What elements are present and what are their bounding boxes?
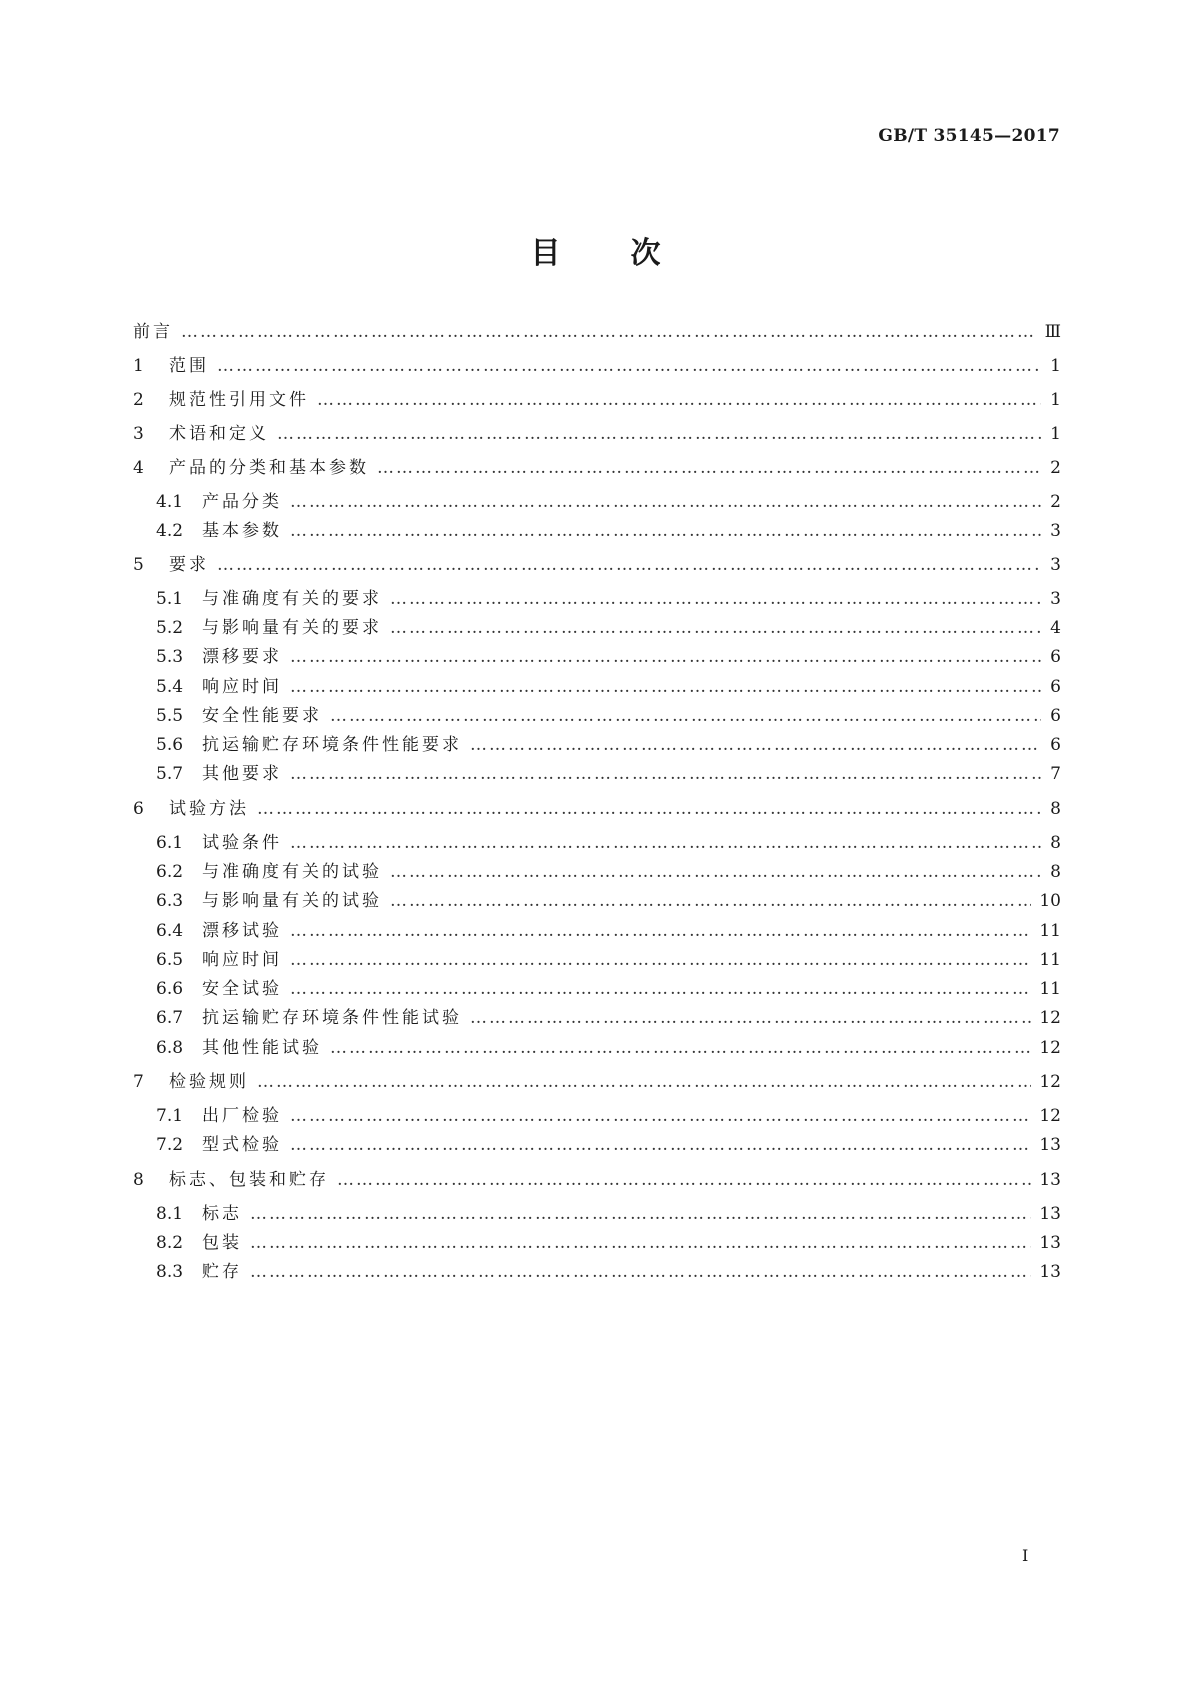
toc-entry-number: 5.3 (156, 647, 184, 667)
toc-leader-dots (290, 833, 1041, 853)
toc-leader-dots (337, 1170, 1031, 1190)
toc-entry-number: 4 (133, 458, 144, 478)
toc-entry[interactable] (133, 317, 1061, 341)
toc-leader-dots (317, 390, 1041, 410)
toc-entry-number: 5.6 (156, 735, 184, 755)
toc-entry[interactable] (156, 828, 1061, 852)
toc-entry-page: 6 (1050, 706, 1061, 726)
toc-leader-dots (250, 1262, 1031, 1282)
toc-entry-page: 13 (1039, 1204, 1061, 1224)
toc-entry[interactable] (156, 1228, 1061, 1252)
toc-entry-page: 1 (1050, 390, 1061, 410)
toc-entry-label: 漂移要求 (202, 647, 282, 667)
toc-leader-dots (290, 492, 1041, 512)
toc-entry-label: 与准确度有关的试验 (202, 862, 382, 882)
toc-entry[interactable] (156, 730, 1061, 754)
toc-entry[interactable] (156, 759, 1061, 783)
toc-leader-dots (290, 979, 1031, 999)
toc-entry-number: 6 (133, 799, 144, 819)
toc-entry-number: 5.4 (156, 677, 184, 697)
toc-entry-page: 10 (1039, 891, 1061, 911)
toc-entry-number: 7.2 (156, 1135, 184, 1155)
toc-entry[interactable] (133, 385, 1061, 409)
toc-entry-label: 贮存 (202, 1262, 242, 1282)
toc-leader-dots (290, 677, 1041, 697)
toc-entry-number: 5.1 (156, 589, 184, 609)
toc-entry-number: 5 (133, 555, 144, 575)
toc-entry[interactable] (156, 1199, 1061, 1223)
toc-leader-dots (217, 356, 1041, 376)
toc-entry[interactable] (156, 642, 1061, 666)
toc-entry[interactable] (156, 1130, 1061, 1154)
title-char-1: 目 (530, 236, 561, 271)
toc-entry[interactable] (156, 1101, 1061, 1125)
toc-entry[interactable] (133, 550, 1061, 574)
toc-leader-dots (250, 1204, 1031, 1224)
toc-entry-page: Ⅲ (1044, 322, 1061, 342)
toc-entry-label: 与影响量有关的试验 (202, 891, 382, 911)
toc-leader-dots (277, 424, 1041, 444)
toc-entry[interactable] (156, 1257, 1061, 1281)
toc-leader-dots (377, 458, 1041, 478)
toc-entry[interactable] (133, 1067, 1061, 1091)
toc-entry[interactable] (156, 857, 1061, 881)
toc-entry-page: 13 (1039, 1262, 1061, 1282)
toc-entry[interactable] (156, 487, 1061, 511)
toc-leader-dots (290, 647, 1041, 667)
toc-entry-label: 要求 (169, 555, 209, 575)
toc-entry-number: 3 (133, 424, 144, 444)
toc-entry-label: 与准确度有关的要求 (202, 589, 382, 609)
toc-entry-label: 响应时间 (202, 950, 282, 970)
toc-entry-page: 11 (1039, 921, 1061, 941)
toc-entry-label: 包装 (202, 1233, 242, 1253)
toc-entry-page: 12 (1039, 1072, 1061, 1092)
toc-entry-page: 4 (1050, 618, 1061, 638)
toc-entry-number: 8.1 (156, 1204, 184, 1224)
toc-entry-label: 标志、包装和贮存 (169, 1170, 329, 1190)
toc-entry-number: 6.1 (156, 833, 184, 853)
toc-leader-dots (290, 1106, 1031, 1126)
toc-entry-number: 6.6 (156, 979, 184, 999)
page-title (0, 228, 1191, 272)
toc-entry-page: 6 (1050, 677, 1061, 697)
toc-entry-label: 试验条件 (202, 833, 282, 853)
toc-entry-page: 11 (1039, 979, 1061, 999)
toc-entry-number: 8 (133, 1170, 144, 1190)
toc-entry-page: 6 (1050, 735, 1061, 755)
toc-entry[interactable] (156, 945, 1061, 969)
toc-entry-page: 3 (1050, 521, 1061, 541)
toc-entry[interactable] (133, 453, 1061, 477)
toc-leader-dots (390, 589, 1041, 609)
toc-entry[interactable] (156, 886, 1061, 910)
toc-entry-label: 其他要求 (202, 764, 282, 784)
toc-entry-label: 基本参数 (202, 521, 282, 541)
toc-leader-dots (390, 618, 1041, 638)
toc-entry-label: 规范性引用文件 (169, 390, 309, 410)
toc-entry[interactable] (133, 794, 1061, 818)
toc-entry-label: 响应时间 (202, 677, 282, 697)
toc-entry-label: 与影响量有关的要求 (202, 618, 382, 638)
toc-entry-label: 范围 (169, 356, 209, 376)
toc-entry-number: 6.8 (156, 1038, 184, 1058)
toc-entry[interactable] (156, 974, 1061, 998)
toc-entry-number: 6.3 (156, 891, 184, 911)
toc-entry-label: 产品的分类和基本参数 (169, 458, 369, 478)
toc-entry[interactable] (156, 672, 1061, 696)
toc-entry-label: 抗运输贮存环境条件性能要求 (202, 735, 462, 755)
toc-entry-number: 6.5 (156, 950, 184, 970)
toc-entry-number: 6.2 (156, 862, 184, 882)
page-number: I (1022, 1546, 1029, 1565)
toc-leader-dots (470, 735, 1041, 755)
toc-entry[interactable] (156, 916, 1061, 940)
toc-entry[interactable] (133, 1165, 1061, 1189)
toc-leader-dots (250, 1233, 1031, 1253)
toc-entry-label: 型式检验 (202, 1135, 282, 1155)
toc-entry-page: 3 (1050, 589, 1061, 609)
toc-entry-number: 2 (133, 390, 144, 410)
toc-entry-label: 抗运输贮存环境条件性能试验 (202, 1008, 462, 1028)
toc-entry-number: 6.7 (156, 1008, 184, 1028)
toc-entry-page: 1 (1050, 356, 1061, 376)
toc-leader-dots (390, 862, 1041, 882)
toc-leader-dots (181, 322, 1037, 342)
toc-entry-number: 6.4 (156, 921, 184, 941)
toc-entry-page: 1 (1050, 424, 1061, 444)
toc-entry-number: 8.3 (156, 1262, 184, 1282)
toc-leader-dots (290, 950, 1031, 970)
toc-entry-number: 8.2 (156, 1233, 184, 1253)
toc-entry[interactable] (156, 516, 1061, 540)
toc-entry-label: 术语和定义 (169, 424, 269, 444)
toc-entry-page: 7 (1050, 764, 1061, 784)
toc-entry-label: 标志 (202, 1204, 242, 1224)
toc-entry-page: 2 (1050, 492, 1061, 512)
toc-leader-dots (217, 555, 1041, 575)
toc-entry-page: 13 (1039, 1135, 1061, 1155)
toc-entry-label: 安全性能要求 (202, 706, 322, 726)
toc-entry[interactable] (156, 613, 1061, 637)
toc-leader-dots (257, 1072, 1031, 1092)
toc-entry-number: 4.1 (156, 492, 184, 512)
toc-entry-page: 13 (1039, 1170, 1061, 1190)
toc-leader-dots (290, 521, 1041, 541)
toc-entry-page: 13 (1039, 1233, 1061, 1253)
toc-entry-page: 6 (1050, 647, 1061, 667)
toc-entry-label: 漂移试验 (202, 921, 282, 941)
toc-entry-label: 前言 (133, 322, 173, 342)
toc-entry[interactable] (156, 1003, 1061, 1027)
toc-entry-label: 检验规则 (169, 1072, 249, 1092)
toc-leader-dots (257, 799, 1041, 819)
toc-entry-page: 3 (1050, 555, 1061, 575)
toc-entry-page: 8 (1050, 862, 1061, 882)
toc-entry-page: 12 (1039, 1038, 1061, 1058)
toc-leader-dots (470, 1008, 1031, 1028)
standard-code: GB/T 35145—2017 (878, 126, 1060, 146)
toc-leader-dots (290, 764, 1041, 784)
toc-entry-page: 12 (1039, 1106, 1061, 1126)
toc-entry-number: 7 (133, 1072, 144, 1092)
toc-entry-number: 1 (133, 356, 144, 376)
toc-entry-page: 8 (1050, 799, 1061, 819)
toc-entry-number: 5.5 (156, 706, 184, 726)
toc-entry[interactable] (156, 701, 1061, 725)
toc-entry[interactable] (133, 419, 1061, 443)
toc-entry[interactable] (156, 1033, 1061, 1057)
toc-entry-page: 8 (1050, 833, 1061, 853)
toc-entry-label: 试验方法 (169, 799, 249, 819)
toc-leader-dots (330, 706, 1041, 726)
toc-entry-page: 12 (1039, 1008, 1061, 1028)
toc-leader-dots (330, 1038, 1031, 1058)
toc-entry-number: 5.2 (156, 618, 184, 638)
toc-entry-number: 4.2 (156, 521, 184, 541)
title-char-2: 次 (630, 236, 661, 271)
toc-entry-label: 产品分类 (202, 492, 282, 512)
toc-entry-number: 5.7 (156, 764, 184, 784)
toc-entry[interactable] (156, 584, 1061, 608)
toc-entry[interactable] (133, 351, 1061, 375)
toc-entry-number: 7.1 (156, 1106, 184, 1126)
toc-entry-page: 2 (1050, 458, 1061, 478)
toc-entry-label: 其他性能试验 (202, 1038, 322, 1058)
toc-leader-dots (290, 1135, 1031, 1155)
toc-entry-label: 出厂检验 (202, 1106, 282, 1126)
toc-entry-page: 11 (1039, 950, 1061, 970)
toc-leader-dots (390, 891, 1031, 911)
toc-leader-dots (290, 921, 1031, 941)
toc-entry-label: 安全试验 (202, 979, 282, 999)
